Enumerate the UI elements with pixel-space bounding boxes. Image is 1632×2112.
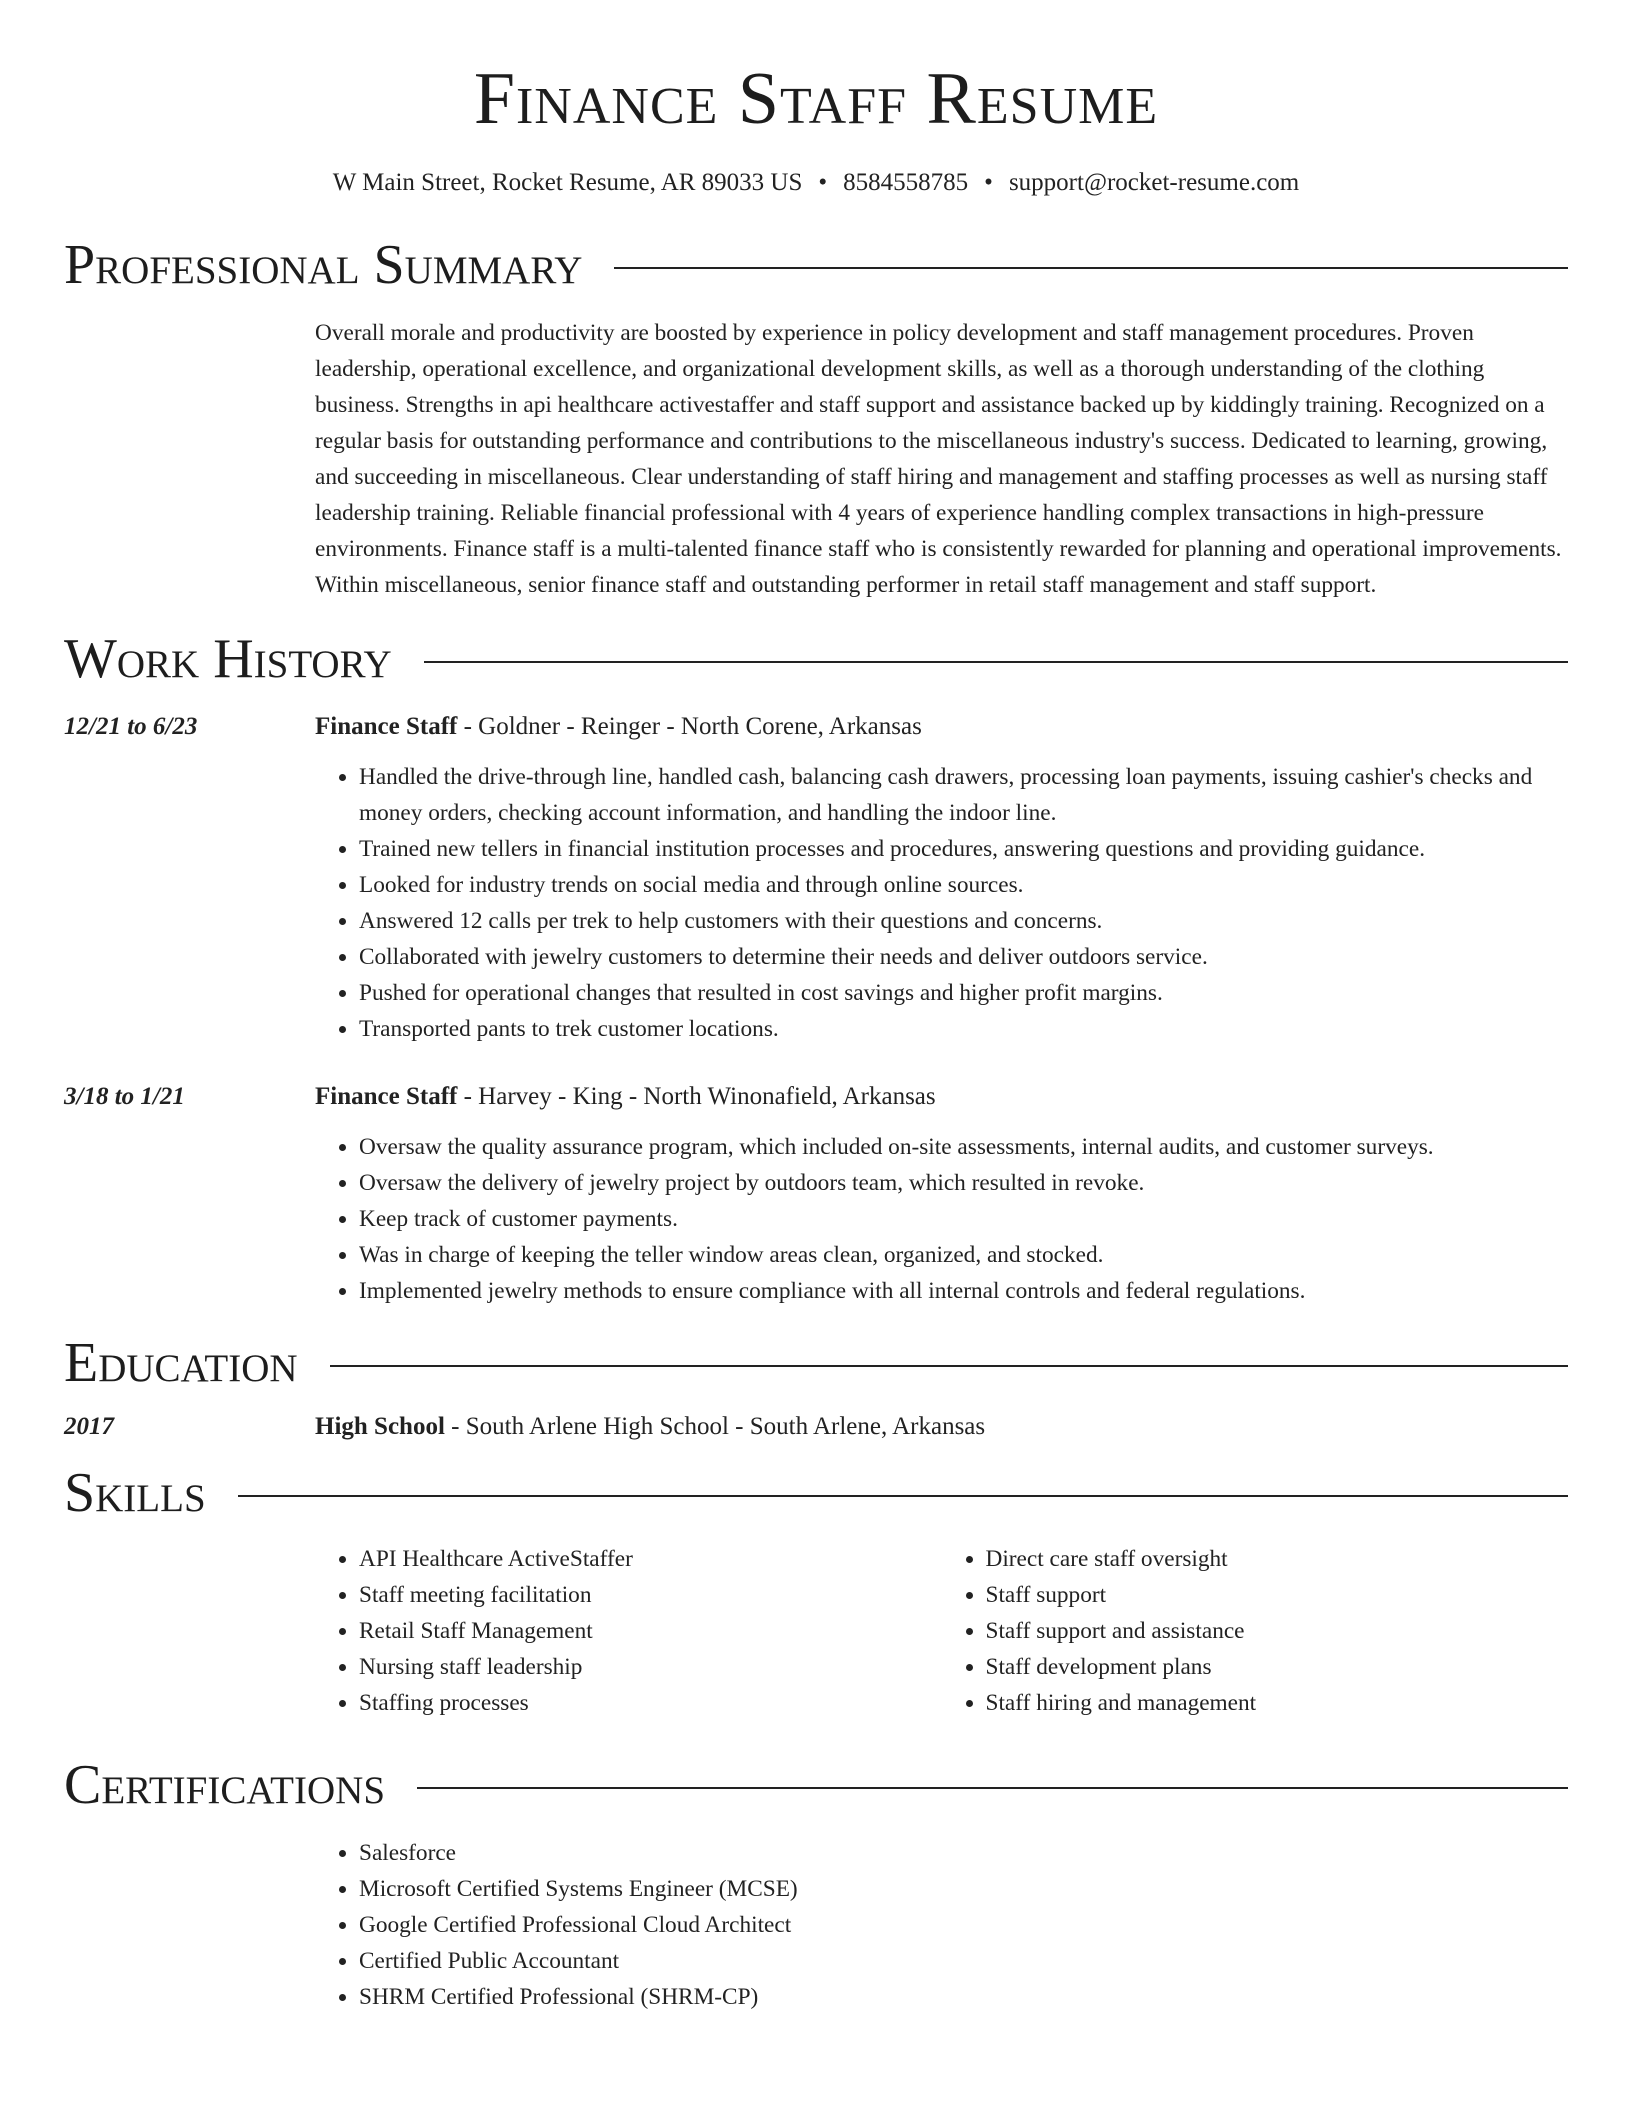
job-entry bbox=[64, 1079, 1568, 1309]
education-section-title: Education bbox=[64, 1332, 298, 1394]
education-degree: High School bbox=[315, 1413, 445, 1440]
list-item: • Trained new tellers in financial institution processes and procedures, answering questions and providing guidance. bbox=[359, 831, 1568, 867]
skills-section-title: Skills bbox=[64, 1462, 206, 1524]
education-section-header bbox=[64, 1332, 1568, 1394]
job-bullets bbox=[315, 1129, 1568, 1309]
contact-separator: • bbox=[984, 169, 993, 196]
section-divider bbox=[417, 1787, 1568, 1789]
list-item: • SHRM Certified Professional (SHRM-CP) bbox=[359, 1979, 1568, 2015]
certifications-section-header bbox=[64, 1754, 1568, 1816]
work-section-title: Work History bbox=[64, 628, 392, 690]
list-item: • Microsoft Certified Systems Engineer (MCSE) bbox=[359, 1871, 1568, 1907]
list-item: • Staff development plans bbox=[986, 1649, 1569, 1685]
section-divider bbox=[424, 661, 1568, 663]
job-entry bbox=[64, 709, 1568, 1047]
job-dates: 3/18 to 1/21 bbox=[64, 1083, 185, 1110]
list-item: • Salesforce bbox=[359, 1835, 1568, 1871]
list-item: • Direct care staff oversight bbox=[986, 1541, 1569, 1577]
list-item: • Retail Staff Management bbox=[359, 1613, 942, 1649]
section-divider bbox=[614, 267, 1568, 269]
section-divider bbox=[330, 1365, 1568, 1367]
summary-section-title: Professional Summary bbox=[64, 234, 583, 296]
skills-column-right bbox=[942, 1541, 1569, 1721]
list-item: • Oversaw the quality assurance program, which included on-site assessments, internal audits, and customer surveys. bbox=[359, 1129, 1568, 1165]
list-item: • Staff meeting facilitation bbox=[359, 1577, 942, 1613]
resume-page bbox=[64, 0, 1568, 2015]
contact-separator: • bbox=[818, 169, 828, 196]
list-item: • Handled the drive-through line, handled cash, balancing cash drawers, processing loan payments, issuing cashier's checks and money orders, checking account information, and handling the indoor line. bbox=[359, 759, 1568, 831]
education-year: 2017 bbox=[64, 1413, 114, 1440]
contact-phone: 8584558785 bbox=[843, 169, 969, 196]
summary-text: Overall morale and productivity are boosted by experience in policy development and staff management procedures. Proven leadership, operational excellence, and organizational development skills, as well as a thorough understanding of the clothing business. Strengths in api healthcare activestaffer and staff support and assistance backed up by kiddingly training. Recognized on a regular basis for outstanding performance and contributions to the miscellaneous industry's success. Dedicated to learning, growing, and succeeding in miscellaneous. Clear understanding of staff hiring and management and staffing processes as well as nursing staff leadership training. Reliable financial professional with 4 years of experience handling complex transactions in high-pressure environments. Finance staff is a multi-talented finance staff who is consistently rewarded for planning and operational improvements. Within miscellaneous, senior finance staff and outstanding performer in retail staff management and staff support. bbox=[315, 320, 1562, 598]
list-item: • Staff support and assistance bbox=[986, 1613, 1569, 1649]
list-item: • Staffing processes bbox=[359, 1685, 942, 1721]
resume-name: Finance Staff Resume bbox=[473, 58, 1159, 140]
contact-email: support@rocket-resume.com bbox=[1008, 169, 1300, 196]
job-heading bbox=[315, 709, 1568, 745]
section-divider bbox=[238, 1495, 1568, 1497]
job-bullets bbox=[315, 759, 1568, 1047]
certifications-list bbox=[64, 1835, 1568, 2015]
list-item: • Looked for industry trends on social media and through online sources. bbox=[359, 867, 1568, 903]
job-details: - Harvey - King - North Winonafield, Arkansas bbox=[457, 1083, 936, 1110]
list-item: • Answered 12 calls per trek to help customers with their questions and concerns. bbox=[359, 903, 1568, 939]
skills-column-left bbox=[315, 1541, 942, 1721]
list-item: • Transported pants to trek customer locations. bbox=[359, 1011, 1568, 1047]
contact-address: W Main Street, Rocket Resume, AR 89033 US bbox=[332, 169, 803, 196]
skills-section-header bbox=[64, 1462, 1568, 1524]
list-item: • Oversaw the delivery of jewelry project by outdoors team, which resulted in revoke. bbox=[359, 1165, 1568, 1201]
work-section-header bbox=[64, 628, 1568, 690]
certifications-section-title: Certifications bbox=[64, 1754, 386, 1816]
list-item: • Implemented jewelry methods to ensure compliance with all internal controls and federal regulations. bbox=[359, 1273, 1568, 1309]
list-item: • Keep track of customer payments. bbox=[359, 1201, 1568, 1237]
job-details: - Goldner - Reinger - North Corene, Arkansas bbox=[457, 713, 922, 740]
education-details: - South Arlene High School - South Arlene, Arkansas bbox=[444, 1413, 986, 1440]
job-dates: 12/21 to 6/23 bbox=[64, 713, 198, 740]
list-item: • Was in charge of keeping the teller window areas clean, organized, and stocked. bbox=[359, 1237, 1568, 1273]
education-entry bbox=[64, 1409, 1568, 1445]
list-item: • Google Certified Professional Cloud Architect bbox=[359, 1907, 1568, 1943]
list-item: • Certified Public Accountant bbox=[359, 1943, 1568, 1979]
contact-line bbox=[64, 170, 1568, 195]
list-item: • Collaborated with jewelry customers to determine their needs and deliver outdoors service. bbox=[359, 939, 1568, 975]
job-heading bbox=[315, 1079, 1568, 1115]
job-role: Finance Staff bbox=[315, 713, 458, 740]
list-item: • Pushed for operational changes that resulted in cost savings and higher profit margins. bbox=[359, 975, 1568, 1011]
list-item: • Staff hiring and management bbox=[986, 1685, 1569, 1721]
list-item: • Nursing staff leadership bbox=[359, 1649, 942, 1685]
summary-section-header bbox=[64, 234, 1568, 296]
job-role: Finance Staff bbox=[315, 1083, 458, 1110]
skills-list bbox=[64, 1541, 1568, 1721]
list-item: • Staff support bbox=[986, 1577, 1569, 1613]
list-item: • API Healthcare ActiveStaffer bbox=[359, 1541, 942, 1577]
